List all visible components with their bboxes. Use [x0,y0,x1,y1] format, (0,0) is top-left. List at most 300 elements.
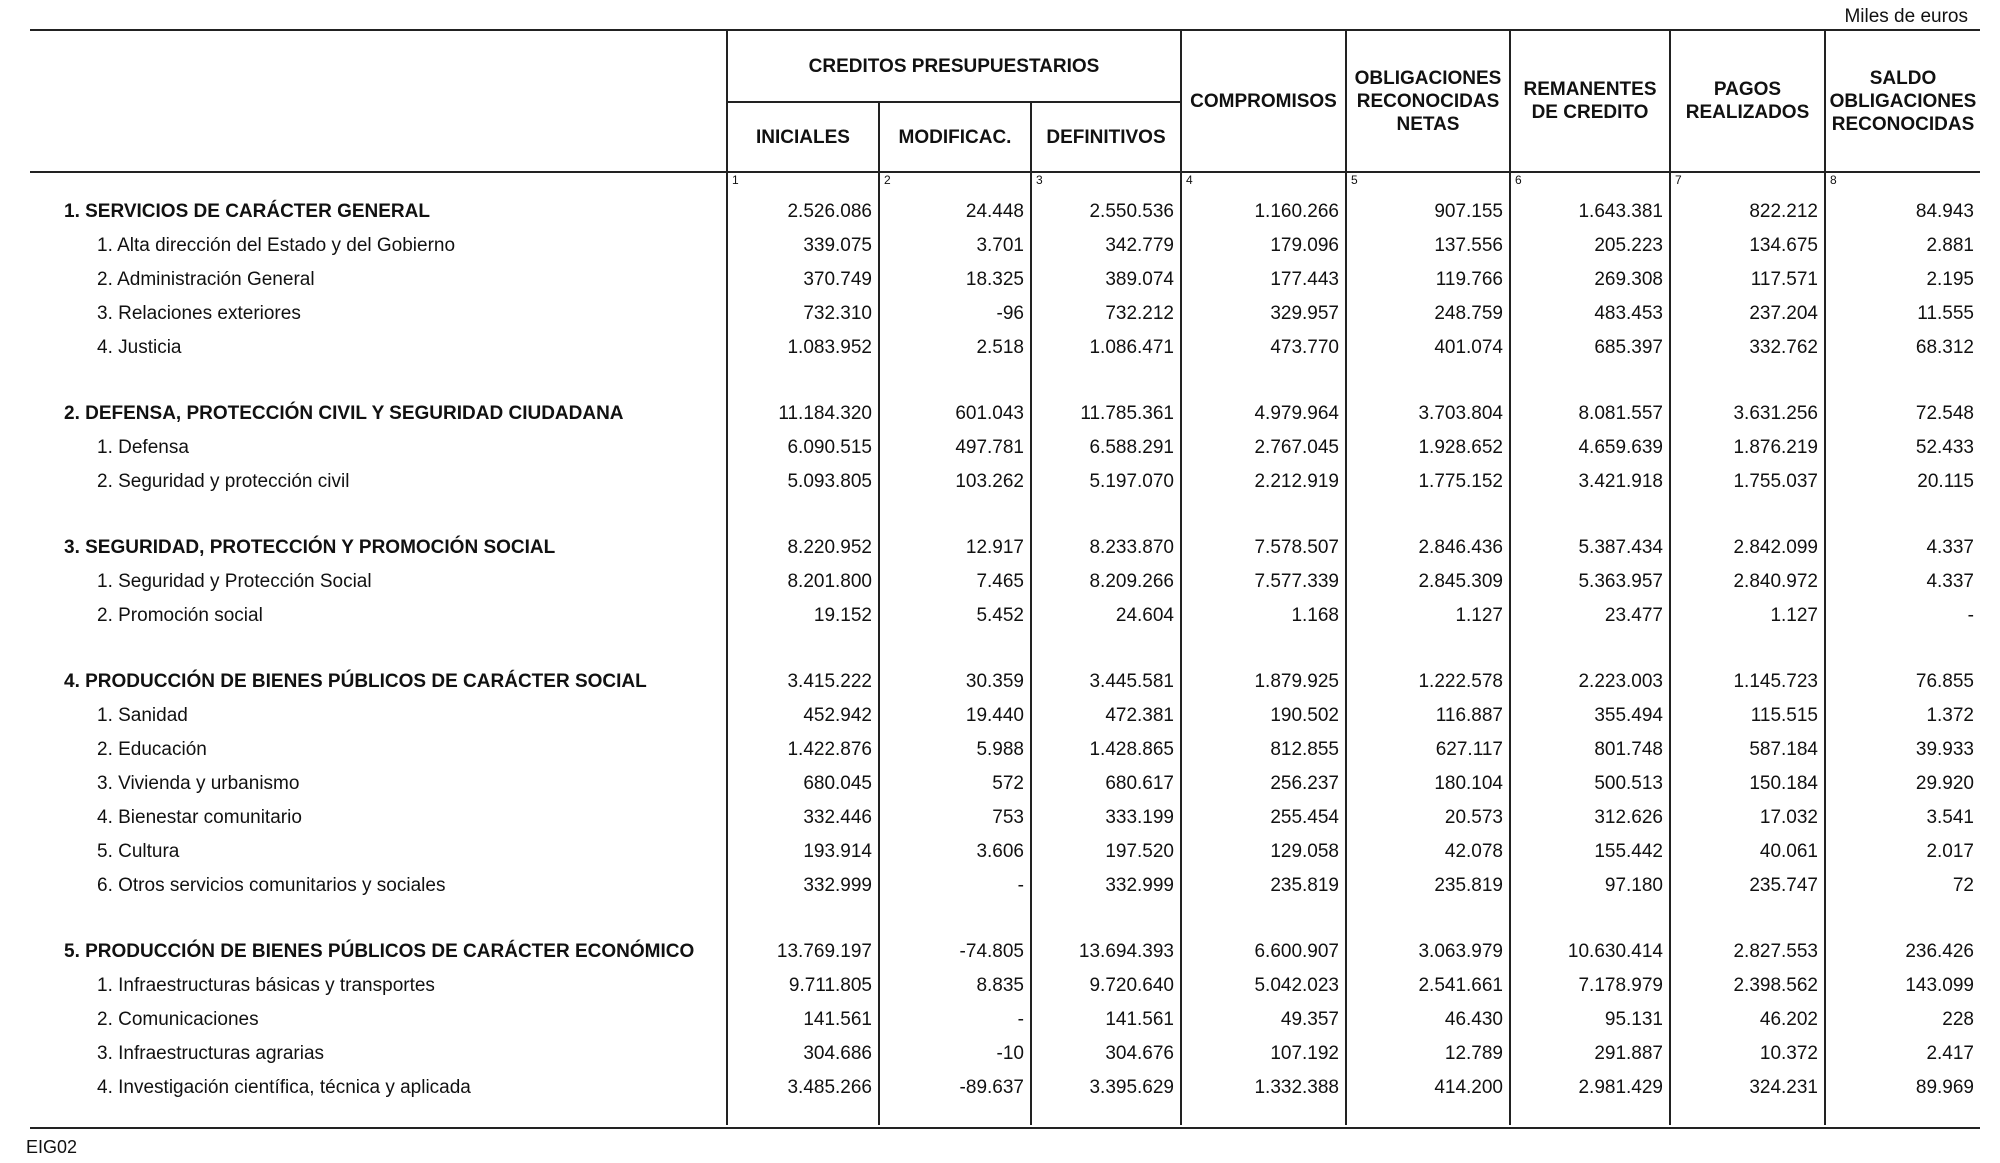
definitivos-header: DEFINITIVOS [1031,102,1181,172]
item-label: 1. Infraestructuras básicas y transportes [97,975,435,996]
item-value: 68.312 [1825,331,1980,365]
item-value: 235.819 [1181,869,1346,903]
item-label: 1. Alta dirección del Estado y del Gobierno [97,235,456,256]
item-value: 2.767.045 [1181,431,1346,465]
spacer-cell [1825,365,1980,397]
obligaciones-header-line1: OBLIGACIONES [1354,67,1502,89]
spacer-cell [1346,903,1510,935]
item-value: 4.337 [1825,565,1980,599]
item-value: 333.199 [1031,801,1181,835]
column-number: 6 [1510,172,1670,195]
item-value: 332.999 [727,869,879,903]
spacer-cell [879,1105,1031,1125]
remanentes-header-line2: DE CREDITO [1531,102,1649,123]
item-label: 4. Justicia [97,337,182,358]
column-number: 1 [727,172,879,195]
item-value: 141.561 [1031,1003,1181,1037]
section-row [30,397,1980,431]
item-value: 2.195 [1825,263,1980,297]
item-value: 23.477 [1510,599,1670,633]
item-value: 355.494 [1510,699,1670,733]
budget-table [30,31,1980,1125]
item-value: 7.577.339 [1181,565,1346,599]
saldo-header [1825,31,1980,172]
obligaciones-header-line2: RECONOCIDAS [1356,90,1500,112]
item-row [30,1071,1980,1105]
spacer-cell [1031,365,1181,397]
item-value: 1.083.952 [727,331,879,365]
item-value: 680.045 [727,767,879,801]
item-value: 72 [1825,869,1980,903]
item-value: 89.969 [1825,1071,1980,1105]
section-value: 8.081.557 [1510,397,1670,431]
section-value: 6.600.907 [1181,935,1346,969]
section-row [30,531,1980,565]
spacer-cell [1031,499,1181,531]
spacer-cell [727,365,879,397]
section-value: 1.222.578 [1346,665,1510,699]
saldo-header-line1: SALDO [1869,67,1937,89]
item-value: 117.571 [1670,263,1825,297]
saldo-header-line2: OBLIGACIONES [1829,90,1977,112]
item-value: 8.201.800 [727,565,879,599]
item-value: 18.325 [879,263,1031,297]
spacer-cell [879,365,1031,397]
table-body [30,172,1980,1125]
item-value: 3.395.629 [1031,1071,1181,1105]
section-value: 3.063.979 [1346,935,1510,969]
item-value: 269.308 [1510,263,1670,297]
budget-table-frame [30,29,1980,1129]
item-value: 7.465 [879,565,1031,599]
item-label: 3. Vivienda y urbanismo [97,773,300,794]
spacer-cell [1825,633,1980,665]
spacer-cell [1181,903,1346,935]
item-value: 1.127 [1670,599,1825,633]
spacer-cell [1181,365,1346,397]
item-value: 472.381 [1031,699,1181,733]
item-value: 5.452 [879,599,1031,633]
item-value: 2.017 [1825,835,1980,869]
section-title: 1. SERVICIOS DE CARÁCTER GENERAL [64,201,430,222]
item-label: 5. Cultura [97,841,180,862]
spacer-cell [1825,1105,1980,1125]
item-value: 329.957 [1181,297,1346,331]
pagos-header [1670,31,1825,172]
item-value: 753 [879,801,1031,835]
item-value: 119.766 [1346,263,1510,297]
item-value: 587.184 [1670,733,1825,767]
spacer-cell [1510,499,1670,531]
item-value: 2.981.429 [1510,1071,1670,1105]
item-value: 107.192 [1181,1037,1346,1071]
item-row [30,331,1980,365]
item-value: 5.197.070 [1031,465,1181,499]
item-value: 235.747 [1670,869,1825,903]
section-value: 1.160.266 [1181,195,1346,229]
item-label: 2. Educación [97,739,207,760]
item-value: 235.819 [1346,869,1510,903]
section-value: 907.155 [1346,195,1510,229]
section-title: 5. PRODUCCIÓN DE BIENES PÚBLICOS DE CARÁCTER ECONÓMICO [64,941,695,962]
item-label: 2. Administración General [97,269,315,290]
item-value: 103.262 [879,465,1031,499]
item-value: 20.573 [1346,801,1510,835]
item-value: 129.058 [1181,835,1346,869]
section-value: 4.979.964 [1181,397,1346,431]
section-value: 4.337 [1825,531,1980,565]
spacer-cell [879,499,1031,531]
spacer-cell [727,633,879,665]
spacer-cell [879,633,1031,665]
item-value: 137.556 [1346,229,1510,263]
item-value: 627.117 [1346,733,1510,767]
item-value: 116.887 [1346,699,1510,733]
item-value: 680.617 [1031,767,1181,801]
item-value: 6.090.515 [727,431,879,465]
item-value: 452.942 [727,699,879,733]
item-value: 141.561 [727,1003,879,1037]
item-value: 3.485.266 [727,1071,879,1105]
item-value: 193.914 [727,835,879,869]
section-value: -74.805 [879,935,1031,969]
item-row [30,835,1980,869]
item-value: 2.541.661 [1346,969,1510,1003]
item-value: 1.428.865 [1031,733,1181,767]
item-value: 414.200 [1346,1071,1510,1105]
spacer-cell [30,633,727,665]
item-label: 3. Infraestructuras agrarias [97,1043,325,1064]
creditos-header: CREDITOS PRESUPUESTARIOS [727,31,1181,102]
column-number: 2 [879,172,1031,195]
item-value: 8.209.266 [1031,565,1181,599]
spacer-row [30,499,1980,531]
item-value: 1.928.652 [1346,431,1510,465]
item-value: 180.104 [1346,767,1510,801]
item-row [30,1037,1980,1071]
item-label: 6. Otros servicios comunitarios y sociales [97,875,446,896]
section-value: 2.526.086 [727,195,879,229]
item-value: 3.606 [879,835,1031,869]
item-value: 685.397 [1510,331,1670,365]
item-value: 11.555 [1825,297,1980,331]
item-value: 1.876.219 [1670,431,1825,465]
section-value: 24.448 [879,195,1031,229]
section-value: 601.043 [879,397,1031,431]
item-value: 20.115 [1825,465,1980,499]
item-value: 500.513 [1510,767,1670,801]
spacer-cell [1346,499,1510,531]
item-row [30,969,1980,1003]
item-value: 401.074 [1346,331,1510,365]
spacer-cell [1346,365,1510,397]
spacer-cell [1031,633,1181,665]
section-value: 2.223.003 [1510,665,1670,699]
item-row [30,297,1980,331]
column-number: 7 [1670,172,1825,195]
item-value: 732.212 [1031,297,1181,331]
section-value: 8.220.952 [727,531,879,565]
item-value: 572 [879,767,1031,801]
item-row [30,263,1980,297]
item-value: 2.518 [879,331,1031,365]
item-value: - [879,869,1031,903]
section-value: 2.846.436 [1346,531,1510,565]
item-value: 17.032 [1670,801,1825,835]
item-label: 2. Seguridad y protección civil [97,471,350,492]
item-value: 24.604 [1031,599,1181,633]
section-value: 3.703.804 [1346,397,1510,431]
item-value: - [1825,599,1980,633]
item-value: 205.223 [1510,229,1670,263]
section-value: 10.630.414 [1510,935,1670,969]
item-value: 812.855 [1181,733,1346,767]
section-value: 11.785.361 [1031,397,1181,431]
item-value: 155.442 [1510,835,1670,869]
modificac-header: MODIFICAC. [879,102,1031,172]
item-value: 3.701 [879,229,1031,263]
item-value: 19.440 [879,699,1031,733]
spacer-cell [1346,1105,1510,1125]
item-value: 197.520 [1031,835,1181,869]
item-label: 1. Seguridad y Protección Social [97,571,372,592]
section-value: 2.842.099 [1670,531,1825,565]
section-value: 13.694.393 [1031,935,1181,969]
item-value: 9.720.640 [1031,969,1181,1003]
column-number: 5 [1346,172,1510,195]
section-value: 2.827.553 [1670,935,1825,969]
item-value: 190.502 [1181,699,1346,733]
section-value: 2.550.536 [1031,195,1181,229]
item-value: 1.332.388 [1181,1071,1346,1105]
item-value: 52.433 [1825,431,1980,465]
item-label: 2. Comunicaciones [97,1009,259,1030]
spacer-cell [1510,1105,1670,1125]
item-value: 256.237 [1181,767,1346,801]
spacer-row [30,1105,1980,1125]
item-value: 9.711.805 [727,969,879,1003]
spacer-cell [727,903,879,935]
item-value: 1.127 [1346,599,1510,633]
column-number-row [30,172,1980,195]
item-value: 1.422.876 [727,733,879,767]
column-number: 3 [1031,172,1181,195]
item-label: 4. Bienestar comunitario [97,807,302,828]
item-value: 2.398.562 [1670,969,1825,1003]
section-value: 236.426 [1825,935,1980,969]
item-value: -96 [879,297,1031,331]
section-value: 822.212 [1670,195,1825,229]
item-value: 40.061 [1670,835,1825,869]
item-value: 304.676 [1031,1037,1181,1071]
item-value: 248.759 [1346,297,1510,331]
item-value: 473.770 [1181,331,1346,365]
item-row [30,699,1980,733]
item-value: 332.999 [1031,869,1181,903]
section-value: 13.769.197 [727,935,879,969]
item-value: 497.781 [879,431,1031,465]
spacer-cell [1825,499,1980,531]
spacer-cell [1670,365,1825,397]
item-value: 228 [1825,1003,1980,1037]
item-row [30,565,1980,599]
spacer-row [30,903,1980,935]
item-value: 10.372 [1670,1037,1825,1071]
pagos-header-line1: PAGOS [1713,79,1782,100]
section-value: 1.643.381 [1510,195,1670,229]
item-row [30,229,1980,263]
section-value: 11.184.320 [727,397,879,431]
item-value: 1.755.037 [1670,465,1825,499]
spacer-cell [1670,633,1825,665]
obligaciones-header [1346,31,1510,172]
section-value: 7.578.507 [1181,531,1346,565]
spacer-cell [1670,903,1825,935]
item-value: 12.789 [1346,1037,1510,1071]
section-title: 4. PRODUCCIÓN DE BIENES PÚBLICOS DE CARÁCTER SOCIAL [64,671,647,692]
item-value: 370.749 [727,263,879,297]
item-value: 6.588.291 [1031,431,1181,465]
item-value: -89.637 [879,1071,1031,1105]
section-value: 3.445.581 [1031,665,1181,699]
section-value: 5.387.434 [1510,531,1670,565]
spacer-cell [1510,365,1670,397]
item-row [30,767,1980,801]
section-value: 72.548 [1825,397,1980,431]
item-value: 134.675 [1670,229,1825,263]
spacer-cell [1181,499,1346,531]
spacer-row [30,365,1980,397]
spacer-cell [1031,903,1181,935]
spacer-cell [1346,633,1510,665]
saldo-header-line3: RECONOCIDAS [1831,113,1975,135]
item-value: 342.779 [1031,229,1181,263]
item-row [30,431,1980,465]
spacer-cell [727,1105,879,1125]
item-value: 1.775.152 [1346,465,1510,499]
spacer-cell [727,499,879,531]
item-value: 304.686 [727,1037,879,1071]
item-value: 732.310 [727,297,879,331]
spacer-cell [1181,1105,1346,1125]
item-value: 179.096 [1181,229,1346,263]
concept-header [30,31,727,172]
item-value: 4.659.639 [1510,431,1670,465]
section-row [30,665,1980,699]
item-value: 5.042.023 [1181,969,1346,1003]
item-value: 1.372 [1825,699,1980,733]
item-value: 801.748 [1510,733,1670,767]
item-value: 150.184 [1670,767,1825,801]
section-value: 3.631.256 [1670,397,1825,431]
remanentes-header-line1: REMANENTES [1523,79,1657,100]
item-value: 2.840.972 [1670,565,1825,599]
spacer-cell [1670,499,1825,531]
item-value: 2.212.919 [1181,465,1346,499]
item-value: 5.988 [879,733,1031,767]
item-value: 5.363.957 [1510,565,1670,599]
item-row [30,1003,1980,1037]
item-label: 1. Defensa [97,437,189,458]
item-value: 1.168 [1181,599,1346,633]
units-label: Miles de euros [1844,6,1968,27]
item-value: 332.446 [727,801,879,835]
item-value: 46.202 [1670,1003,1825,1037]
spacer-row [30,633,1980,665]
iniciales-header: INICIALES [727,102,879,172]
item-row [30,801,1980,835]
item-value: 7.178.979 [1510,969,1670,1003]
column-number: 4 [1181,172,1346,195]
item-value: 19.152 [727,599,879,633]
item-value: - [879,1003,1031,1037]
item-value: 291.887 [1510,1037,1670,1071]
section-value: 3.415.222 [727,665,879,699]
section-value: 1.879.925 [1181,665,1346,699]
spacer-cell [30,365,727,397]
section-row [30,935,1980,969]
item-label: 4. Investigación científica, técnica y aplicada [97,1077,471,1098]
item-value: 3.541 [1825,801,1980,835]
remanentes-header [1510,31,1670,172]
item-label: 1. Sanidad [97,705,188,726]
item-value: 2.417 [1825,1037,1980,1071]
item-value: 29.920 [1825,767,1980,801]
compromisos-header: COMPROMISOS [1181,31,1346,172]
item-row [30,733,1980,767]
item-value: 42.078 [1346,835,1510,869]
item-row [30,465,1980,499]
item-row [30,869,1980,903]
item-value: 2.845.309 [1346,565,1510,599]
spacer-cell [1031,1105,1181,1125]
item-value: 2.881 [1825,229,1980,263]
item-value: 1.086.471 [1031,331,1181,365]
item-value: 3.421.918 [1510,465,1670,499]
item-value: 95.131 [1510,1003,1670,1037]
section-row [30,195,1980,229]
item-value: 255.454 [1181,801,1346,835]
item-value: 332.762 [1670,331,1825,365]
spacer-cell [30,903,727,935]
item-value: 49.357 [1181,1003,1346,1037]
column-number: 8 [1825,172,1980,195]
column-number-blank [30,172,727,195]
item-value: 39.933 [1825,733,1980,767]
spacer-cell [1825,903,1980,935]
section-value: 84.943 [1825,195,1980,229]
spacer-cell [30,1105,727,1125]
item-row [30,599,1980,633]
item-value: 97.180 [1510,869,1670,903]
section-value: 8.233.870 [1031,531,1181,565]
section-value: 30.359 [879,665,1031,699]
section-value: 1.145.723 [1670,665,1825,699]
item-value: 177.443 [1181,263,1346,297]
item-value: 46.430 [1346,1003,1510,1037]
item-label: 2. Promoción social [97,605,263,626]
item-value: 8.835 [879,969,1031,1003]
spacer-cell [1510,903,1670,935]
item-value: 5.093.805 [727,465,879,499]
item-value: 115.515 [1670,699,1825,733]
item-value: 324.231 [1670,1071,1825,1105]
section-value: 12.917 [879,531,1031,565]
item-label: 3. Relaciones exteriores [97,303,301,324]
spacer-cell [1510,633,1670,665]
item-value: 312.626 [1510,801,1670,835]
spacer-cell [1181,633,1346,665]
